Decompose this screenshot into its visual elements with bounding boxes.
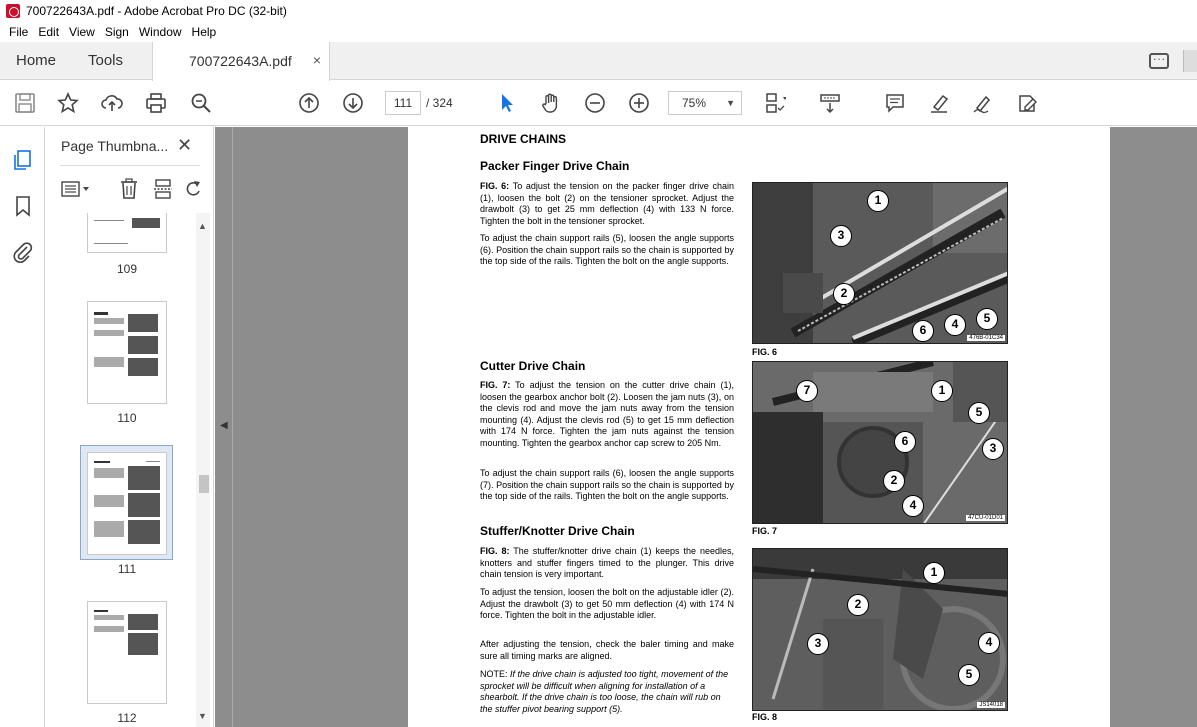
callout-marker: 1 <box>931 380 953 402</box>
collapse-panel-arrow-icon[interactable]: ◀ <box>220 420 228 431</box>
thumbnail-list <box>46 213 196 727</box>
panel-close-button[interactable]: ✕ <box>177 135 193 155</box>
panel-splitter[interactable] <box>232 127 233 727</box>
next-page-icon[interactable] <box>341 91 365 115</box>
zoom-level-value: 75% <box>682 96 707 110</box>
callout-marker: 2 <box>833 283 855 305</box>
panel-divider <box>60 165 200 166</box>
section-paragraph: To adjust the tension, loosen the bolt on the adjustable idler (2). Adjust the drawbolt (3) to get 50 mm deflection (4) with 174 N force. Tighten the bolt in the adjustable idler. <box>480 587 734 620</box>
figure-code: 47CU-01D01 <box>967 515 1003 521</box>
print-icon[interactable] <box>144 91 168 115</box>
menu-bar <box>0 22 1197 42</box>
zoom-search-icon[interactable] <box>189 91 213 115</box>
insert-pages-icon[interactable] <box>152 177 174 201</box>
zoom-level-select[interactable] <box>668 91 742 115</box>
hand-tool-icon[interactable] <box>539 91 563 115</box>
section-title: Packer Finger Drive Chain <box>480 159 630 173</box>
figure-photo <box>752 548 1008 711</box>
title-bar <box>0 0 1197 22</box>
figure-photo <box>752 361 1008 524</box>
highlight-pen-icon[interactable] <box>927 91 951 115</box>
chevron-down-icon[interactable]: ▼ <box>198 711 207 721</box>
thumbnail-label: 109 <box>116 262 138 276</box>
note-text: If the drive chain is adjusted too tight, movement of the sprocket will be difficult when aligning for installation of a shearbolt. If the drive chain is too loose, the chain will rub on the stuffer pivot bearing support (5). <box>480 669 729 714</box>
acrobat-icon <box>6 4 20 18</box>
tab-tools[interactable]: Tools <box>88 52 124 69</box>
thumbnail-page[interactable] <box>87 601 167 704</box>
page-thumbnails-icon[interactable] <box>10 147 36 173</box>
callout-marker: 5 <box>968 402 990 424</box>
menu-edit[interactable]: Edit <box>38 25 60 39</box>
fig-reference: FIG. 7: <box>480 380 511 390</box>
figure-code: JS14018 <box>979 702 1003 708</box>
callout-marker: 2 <box>847 594 869 616</box>
menu-help[interactable]: Help <box>191 25 217 39</box>
callout-marker: 7 <box>796 380 818 402</box>
page-thumbnails-panel <box>46 127 214 727</box>
bookmark-star-icon[interactable] <box>56 91 80 115</box>
upload-cloud-icon[interactable] <box>100 91 124 115</box>
fig-reference: FIG. 6: <box>480 181 510 191</box>
menu-file[interactable]: File <box>9 25 29 39</box>
callout-marker: 5 <box>976 308 998 330</box>
thumbnail-page[interactable] <box>87 301 167 404</box>
section-paragraph: To adjust the chain support rails (6), loosen the angle supports (7). Position the chain support rails so the chain is supported by the top side of the rails. Tighten the bolt on the angle supports. <box>480 468 734 501</box>
scrollbar-thumb[interactable] <box>199 475 209 493</box>
tab-document-label: 700722643A.pdf <box>189 53 292 69</box>
account-icon[interactable] <box>1183 50 1197 72</box>
callout-marker: 6 <box>894 431 916 453</box>
paragraph-text: To adjust the tension on the cutter drive chain (1), loosen the gearbox anchor bolt (2). Loosen the jam nuts (3), on the clevis rod and move the jam nuts away from the tension mounting (4). Adjust the clevis rod (5) to get 15 mm deflection with 174 N force. Tighten the jam nuts against the tension mounting. Tighten the gearbox anchor cap screw to 205 Nm. <box>480 380 734 448</box>
previous-page-icon[interactable] <box>297 91 321 115</box>
fill-sign-icon[interactable] <box>1015 91 1039 115</box>
menu-view[interactable]: View <box>69 25 95 39</box>
figure-caption: FIG. 7 <box>752 526 778 536</box>
menu-window[interactable]: Window <box>138 25 182 39</box>
rotate-icon[interactable] <box>182 177 204 201</box>
figure-code: 476B-01C34 <box>969 335 1003 341</box>
tab-home[interactable]: Home <box>16 52 57 69</box>
figure-8-illustration <box>753 549 1008 711</box>
pdf-page <box>408 127 1110 727</box>
tab-bar <box>0 42 1197 80</box>
callout-marker: 3 <box>982 438 1004 460</box>
thumbnail-scrollbar[interactable] <box>196 213 210 727</box>
thumbnail-label: 111 <box>117 562 137 576</box>
menu-sign[interactable]: Sign <box>104 25 129 39</box>
paragraph-text: The stuffer/knotter drive chain (1) keeps the needles, knotters and stuffer fingers timed to the plunger. This drive chain tension is very important. <box>480 546 734 579</box>
comment-chat-icon[interactable] <box>1149 53 1169 69</box>
comment-icon[interactable] <box>883 91 907 115</box>
callout-marker: 1 <box>923 562 945 584</box>
zoom-out-icon[interactable] <box>583 91 607 115</box>
callout-marker: 1 <box>867 190 889 212</box>
callout-marker: 4 <box>902 495 924 517</box>
panel-toolbar <box>56 177 206 201</box>
note-label: NOTE: <box>480 669 508 679</box>
callout-marker: 2 <box>883 470 905 492</box>
save-icon[interactable] <box>13 91 37 115</box>
page-total: / 324 <box>426 96 453 110</box>
section-title: Cutter Drive Chain <box>480 359 586 373</box>
thumbnail-label: 112 <box>117 711 137 725</box>
delete-trash-icon[interactable] <box>118 177 140 201</box>
zoom-in-icon[interactable] <box>627 91 651 115</box>
sign-pen-icon[interactable] <box>971 91 995 115</box>
figure-caption: FIG. 6 <box>752 347 778 357</box>
window-title: 700722643A.pdf - Adobe Acrobat Pro DC (32-bit) <box>26 4 287 18</box>
options-menu-icon[interactable] <box>60 177 92 201</box>
read-mode-icon[interactable] <box>818 91 842 115</box>
callout-marker: 4 <box>978 632 1000 654</box>
bookmarks-icon[interactable] <box>10 193 36 219</box>
page-heading: DRIVE CHAINS <box>480 132 567 146</box>
section-paragraph <box>480 380 734 449</box>
section-title: Stuffer/Knotter Drive Chain <box>480 524 635 538</box>
callout-marker: 4 <box>944 314 966 336</box>
section-paragraph <box>480 546 734 581</box>
paragraph-text: To adjust the tension on the packer finger drive chain (1), loosen the bolt (2) on the tensioner sprocket. Adjust the drawbolt (3) to get 25 mm deflection (4) with 133 N force. Tighten the bolt in the tensioner sprocket. <box>480 181 734 226</box>
figure-caption: FIG. 8 <box>752 712 778 722</box>
chevron-up-icon[interactable]: ▲ <box>198 221 207 231</box>
section-paragraph <box>480 181 734 227</box>
callout-marker: 5 <box>958 664 980 686</box>
chevron-down-icon: ▼ <box>726 98 735 108</box>
thumbnail-label: 110 <box>117 411 137 425</box>
attachments-paperclip-icon[interactable] <box>10 239 36 265</box>
note-paragraph <box>480 669 734 715</box>
tab-document[interactable] <box>152 42 330 81</box>
tabbar-right <box>1149 42 1197 80</box>
callout-marker: 6 <box>912 320 934 342</box>
main-toolbar <box>0 81 1197 126</box>
callout-marker: 3 <box>807 633 829 655</box>
document-viewer[interactable] <box>215 127 1197 727</box>
callout-marker: 3 <box>830 225 852 247</box>
section-paragraph: To adjust the chain support rails (5), loosen the angle supports (6). Position the chain support rails so the chain is supported by the top side of the rails. Tighten the bolt on the angle supports. <box>480 233 734 266</box>
panel-title: Page Thumbna... <box>61 138 169 154</box>
figure-7-illustration <box>753 362 1008 524</box>
section-paragraph: After adjusting the tension, check the baler timing and make sure all timing marks are aligned. <box>480 639 734 661</box>
page-number-input[interactable]: 111 <box>385 91 421 115</box>
figure-photo <box>752 182 1008 344</box>
fig-reference: FIG. 8: <box>480 546 510 556</box>
thumbnail-page-current[interactable] <box>87 452 167 555</box>
tab-close-button[interactable]: × <box>312 52 321 68</box>
left-navigation-rail <box>0 127 45 727</box>
thumbnail-page[interactable] <box>87 213 167 253</box>
select-cursor-icon[interactable] <box>495 91 519 115</box>
page-display-icon[interactable] <box>763 91 787 115</box>
